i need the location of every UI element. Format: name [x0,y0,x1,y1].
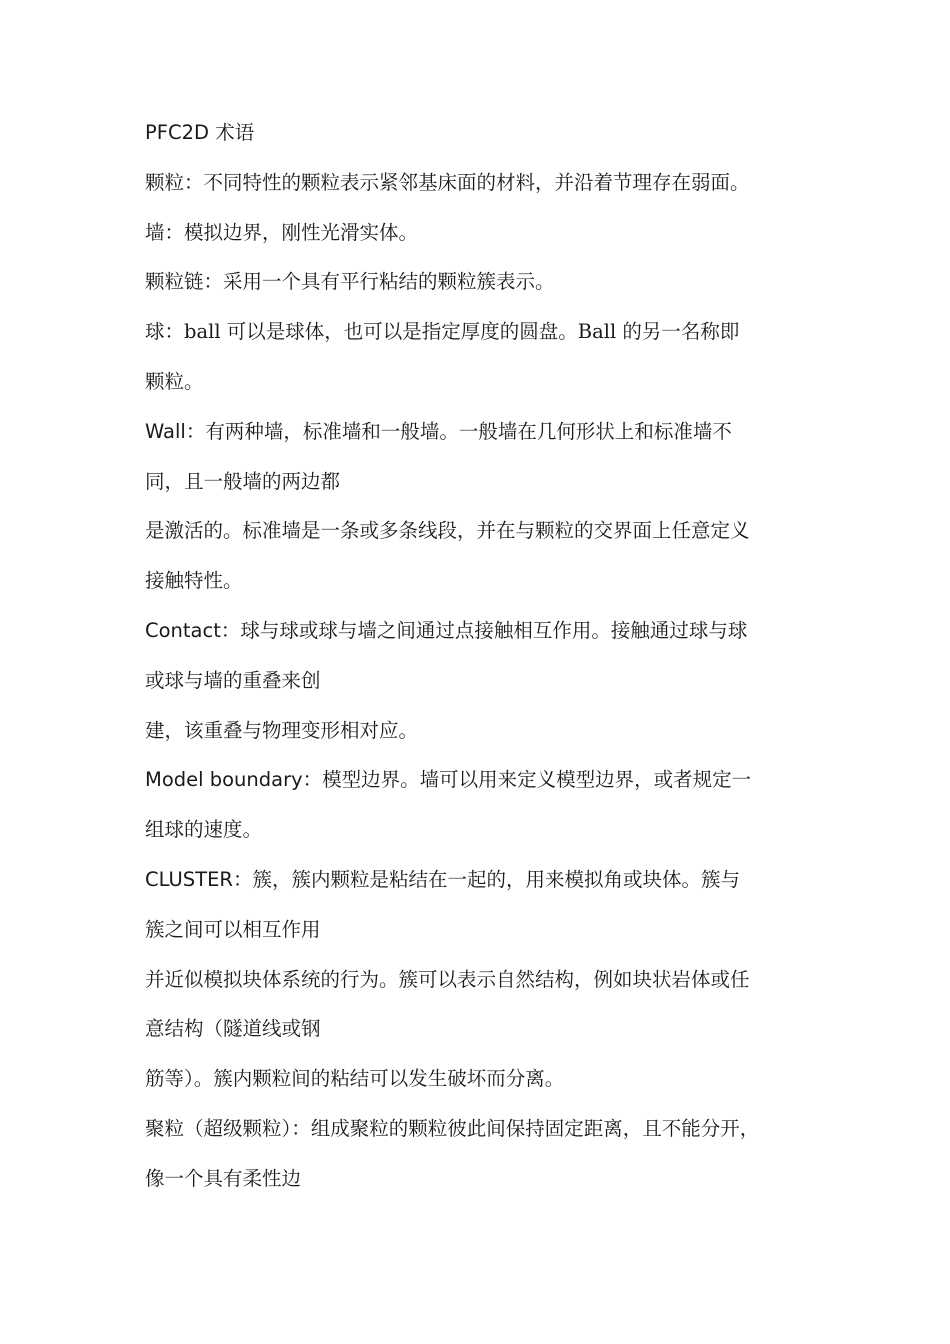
line-cjk: ：模型边界。墙可以用来定义模型边界，或者规定一 [302,768,752,792]
text-line [145,656,825,706]
line-cjk: 或球与墙的重叠来创 [145,668,321,692]
line-cjk: 颗粒：不同特性的颗粒表示紧邻基床面的材料，并沿着节理存在弱面。 [145,170,750,194]
line-cjk: 颗粒链：采用一个具有平行粘结的颗粒簇表示。 [145,270,555,294]
text-line [145,357,825,407]
text-line [145,855,825,905]
line-cjk: ：簇，簇内颗粒是粘结在一起的，用来模拟角或块体。簇与 [232,867,740,891]
text-line [145,407,825,457]
text-line [145,955,825,1005]
document-title [145,108,825,158]
line-cjk: 筋等）。簇内颗粒间的粘结可以发生破坏而分离。 [145,1067,565,1091]
text-line [145,208,825,258]
text-line [145,158,825,208]
text-line [145,457,825,507]
line-cjk: 球：ball 可以是球体，也可以是指定厚度的圆盘。Ball 的另一名称即 [145,320,740,344]
text-line [145,1154,825,1204]
line-latin: CLUSTER [145,867,233,891]
text-line [145,556,825,606]
text-line [145,1004,825,1054]
line-cjk: 簇之间可以相互作用 [145,917,321,941]
line-latin: Wall [145,419,186,443]
title-latin: PFC2D [145,121,210,144]
line-cjk: ：球与球或球与墙之间通过点接触相互作用。接触通过球与球 [220,618,748,642]
document-body [145,108,825,1204]
text-line [145,606,825,656]
text-line [145,506,825,556]
line-cjk: 接触特性。 [145,569,243,593]
line-cjk: 像一个具有柔性边 [145,1166,302,1190]
line-cjk: 建，该重叠与物理变形相对应。 [145,718,419,742]
line-latin: Contact [145,618,221,642]
line-cjk: ：有两种墙，标准墙和一般墙。一般墙在几何形状上和标准墙不 [185,419,732,443]
line-cjk: 颗粒。 [145,369,204,393]
text-line [145,706,825,756]
text-line [145,1104,825,1154]
text-line [145,805,825,855]
line-cjk: 是激活的。标准墙是一条或多条线段，并在与颗粒的交界面上任意定义 [145,519,750,543]
title-cjk: 术语 [209,121,255,144]
line-cjk: 聚粒（超级颗粒）：组成聚粒的颗粒彼此间保持固定距离，且不能分开， [145,1116,760,1140]
line-cjk: 墙：模拟边界，刚性光滑实体。 [145,220,419,244]
line-cjk: 组球的速度。 [145,818,263,842]
text-line [145,257,825,307]
line-cjk: 并近似模拟块体系统的行为。簇可以表示自然结构，例如块状岩体或任 [145,967,750,991]
line-cjk: 同，且一般墙的两边都 [145,469,341,493]
text-line [145,755,825,805]
text-line [145,307,825,357]
text-line [145,905,825,955]
text-line [145,1054,825,1104]
line-latin: Model boundary [145,768,303,792]
line-cjk: 意结构（隧道线或钢 [145,1017,321,1041]
